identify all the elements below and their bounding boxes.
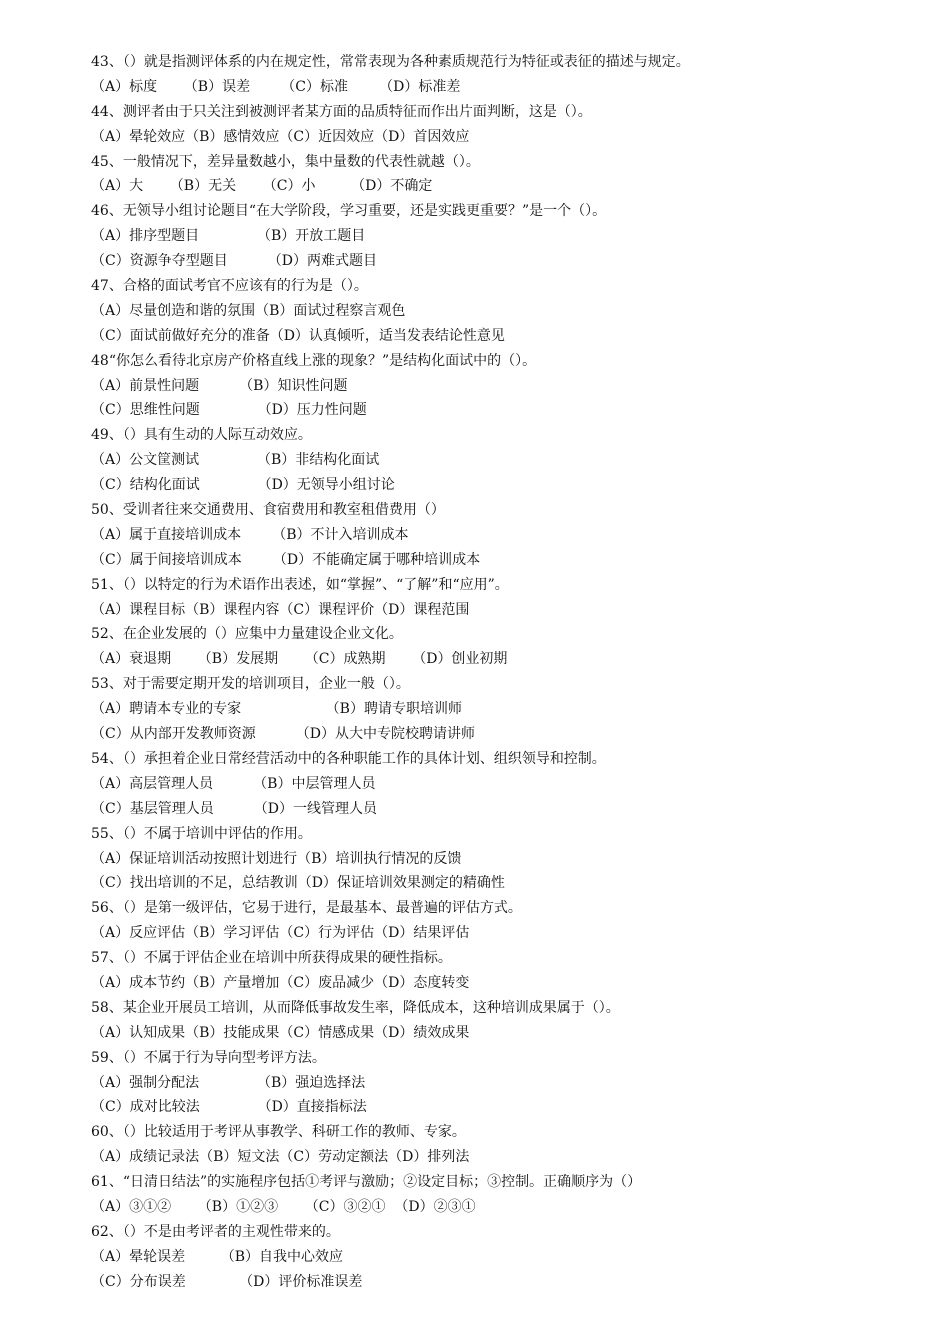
options-line: （A）聘请本专业的专家 （B）聘请专职培训师 [91,701,462,718]
question-line: 49、（）具有生动的人际互动效应。 [91,427,312,444]
question-line: 57、（）不属于评估企业在培训中所获得成果的硬性指标。 [91,950,452,967]
options-line: （C）基层管理人员 （D）一线管理人员 [91,800,377,817]
options-line: （C）结构化面试 （D）无领导小组讨论 [91,477,395,494]
options-line: （A）强制分配法 （B）强迫选择法 [91,1074,366,1091]
options-line: （C）面试前做好充分的准备（D）认真倾听，适当发表结论性意见 [91,327,505,344]
question-line: 62、（）不是由考评者的主观性带来的。 [91,1223,340,1240]
question-line: 45、一般情况下，差异量数越小，集中量数的代表性就越（）。 [91,153,480,170]
options-line: （C）资源争夺型题目 （D）两难式题目 [91,253,377,270]
options-line: （A）反应评估（B）学习评估（C）行为评估（D）结果评估 [91,925,470,942]
options-line: （A）③①② （B）①②③ （C）③②① （D）②③① [91,1198,476,1215]
options-line: （C）思维性问题 （D）压力性问题 [91,402,367,419]
options-line: （C）找出培训的不足，总结教训（D）保证培训效果测定的精确性 [91,875,505,892]
question-line: 59、（）不属于行为导向型考评方法。 [91,1049,326,1066]
options-line: （A）大 （B）无关 （C）小 （D）不确定 [91,178,433,195]
question-line: 61、“日清日结法”的实施程序包括①考评与激励；②设定目标；③控制。正确顺序为（） [91,1174,642,1191]
question-line: 43、（）就是指测评体系的内在规定性，常常表现为各种素质规范行为特征或表征的描述与规定。 [91,54,690,70]
question-line: 48“你怎么看待北京房产价格直线上涨的现象？”是结构化面试中的（）。 [91,352,537,369]
options-line: （A）高层管理人员 （B）中层管理人员 [91,775,376,792]
question-line: 52、在企业发展的（）应集中力量建设企业文化。 [91,626,403,643]
options-line: （A）保证培训活动按照计划进行（B）培训执行情况的反馈 [91,850,462,867]
options-line: （A）公文筐测试 （B）非结构化面试 [91,452,380,469]
question-line: 50、受训者往来交通费用、食宿费用和教室租借费用（） [91,502,445,519]
options-line: （A）课程目标（B）课程内容（C）课程评价（D）课程范围 [91,601,470,618]
options-line: （A）成本节约（B）产量增加（C）废品减少（D）态度转变 [91,974,470,991]
options-line: （A）成绩记录法（B）短文法（C）劳动定额法（D）排列法 [91,1149,470,1166]
options-line: （A）衰退期 （B）发展期 （C）成熟期 （D）创业初期 [91,651,508,668]
question-line: 44、测评者由于只关注到被测评者某方面的品质特征而作出片面判断，这是（）。 [91,103,592,120]
question-line: 46、无领导小组讨论题目“在大学阶段，学习重要，还是实践更重要？”是一个（）。 [91,203,607,220]
question-line: 56、（）是第一级评估，它易于进行，是最基本、最普遍的评估方式。 [91,900,522,917]
question-line: 47、合格的面试考官不应该有的行为是（）。 [91,278,368,295]
question-line: 60、（）比较适用于考评从事教学、科研工作的教师、专家。 [91,1124,466,1141]
options-line: （A）认知成果（B）技能成果（C）情感成果（D）绩效成果 [91,1024,470,1041]
options-line: （C）成对比较法 （D）直接指标法 [91,1099,367,1116]
document-page [91,50,931,1295]
question-line: 55、（）不属于培训中评估的作用。 [91,825,312,842]
options-line: （C）分布误差 （D）评价标准误差 [91,1273,363,1290]
options-line: （A）前景性问题 （B）知识性问题 [91,377,348,394]
options-line: （A）排序型题目 （B）开放工题目 [91,228,366,245]
options-line: （A）晕轮效应（B）感情效应（C）近因效应（D）首因效应 [91,128,470,145]
options-line: （A）晕轮误差 （B）自我中心效应 [91,1248,343,1265]
question-line: 54、（）承担着企业日常经营活动中的各种职能工作的具体计划、组织领导和控制。 [91,750,606,767]
options-line: （C）从内部开发教师资源 （D）从大中专院校聘请讲师 [91,726,475,743]
options-line: （C）属于间接培训成本 （D）不能确定属于哪种培训成本 [91,551,481,568]
options-line: （A）尽量创造和谐的氛围（B）面试过程察言观色 [91,302,406,319]
question-line: 51、（）以特定的行为术语作出表述，如“掌握”、“了解”和“应用”。 [91,576,509,593]
question-line: 53、对于需要定期开发的培训项目，企业一般（）。 [91,676,410,693]
question-line: 58、某企业开展员工培训，从而降低事故发生率，降低成本，这种培训成果属于（）。 [91,999,620,1016]
options-line: （A）标度 （B）误差 （C）标准 （D）标准差 [91,78,461,95]
options-line: （A）属于直接培训成本 （B）不计入培训成本 [91,526,409,543]
